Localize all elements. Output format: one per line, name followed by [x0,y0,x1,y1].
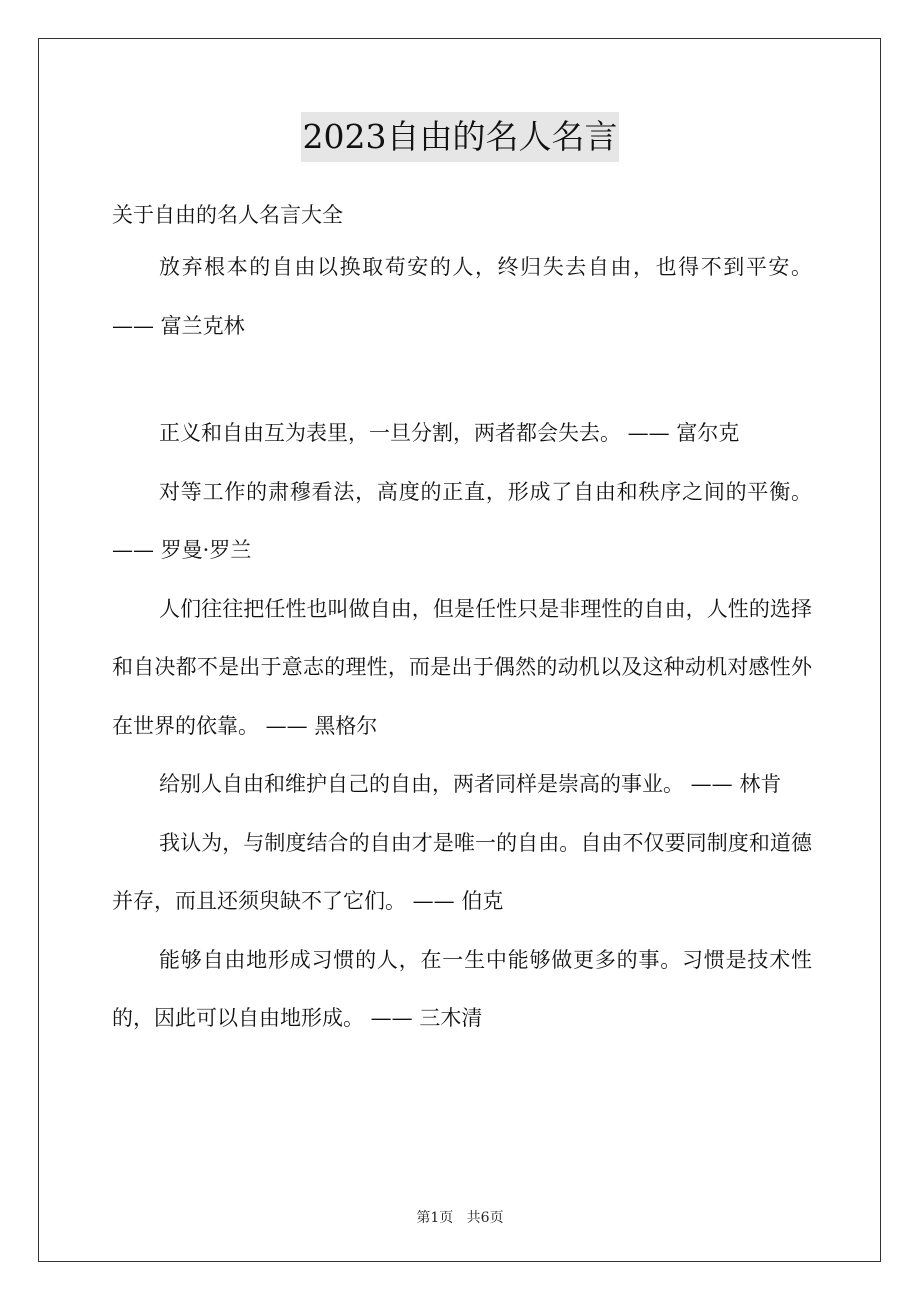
quote-paragraph: 对等工作的肃穆看法，高度的正直，形成了自由和秩序之间的平衡。 —— 罗曼·罗兰 [112,479,812,562]
document-title: 2023自由的名人名言 [301,112,620,162]
page-number: 第1页 [416,1210,454,1226]
page-footer [0,1207,920,1227]
title-container [0,112,920,162]
document-body [112,192,812,1048]
quote-paragraph: 能够自由地形成习惯的人，在一生中能够做更多的事。习惯是技术性的，因此可以自由地形成。 —— 三木清 [112,947,812,1030]
page-total: 共6页 [466,1210,504,1226]
quote-paragraph: 给别人自由和维护自己的自由，两者同样是崇高的事业。 —— 林肯 [159,772,782,796]
document-subtitle: 关于自由的名人名言大全 [112,203,343,227]
quote-paragraph: 放弃根本的自由以换取苟安的人，终归失去自由，也得不到平安。 —— 富兰克林 [112,255,812,338]
quote-paragraph: 我认为，与制度结合的自由才是唯一的自由。自由不仅要同制度和道德并存，而且还须臾缺不了它们。 —— 伯克 [112,830,812,913]
quote-paragraph: 正义和自由互为表里，一旦分割，两者都会失去。 —— 富尔克 [159,421,740,445]
quote-paragraph: 人们往往把任性也叫做自由，但是任性只是非理性的自由，人性的选择和自决都不是出于意志的理性，而是出于偶然的动机以及这种动机对感性外在世界的依靠。 —— 黑格尔 [112,596,812,738]
